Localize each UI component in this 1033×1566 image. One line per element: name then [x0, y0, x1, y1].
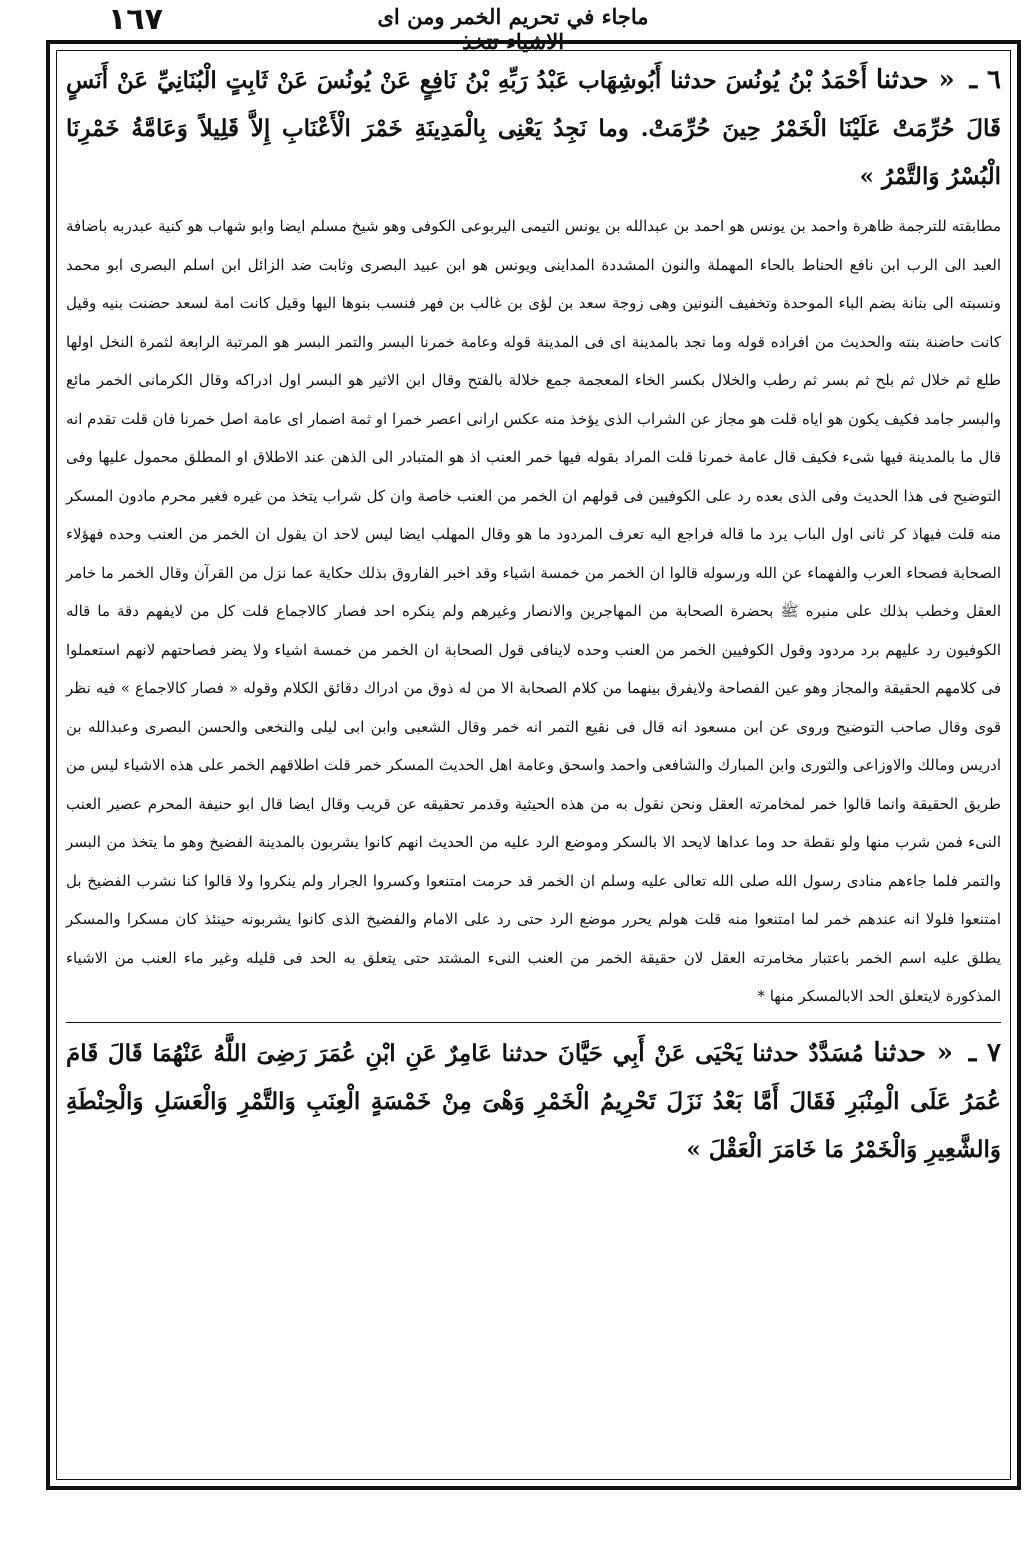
running-header: ماجاء في تحريم الخمر ومن اى الاشياء تتخذ	[377, 4, 649, 54]
commentary-text: مطابقته للترجمة ظاهرة واحمد بن يونس هو احمد بن عبدالله بن يونس التيمى اليربوعى الكوفى وهو شيخ مسلم ايضا وابو شهاب هو كنية عبدربه باضافة العبد الى الرب ابن نافع الحناط بالحاء المهملة والنون المشددة المداينى ويونس هو ابن عبيد البصرى وثابت ضد الزائل ابن اسلم البصرى ابو محمد ونسبته الى بنانة بضم الباء الموحدة وتخفيف النونين وهى زوجة سعد بن لؤى بن غالب بن فهر فنسب بنوها اليها وقيل كانت امة لسعد حضنت بنيه وقيل كانت حاضنة بنته والحديث من افراده قوله وما نجد بالمدينة اى فى المدينة قوله وعامة خمرنا البسر والتمر البسر هو المرتبة الرابعة لثمرة النخل اولها طلع ثم خلال ثم بلح ثم بسر ثم رطب والخلال بكسر الخاء المعجمة جمع خلالة بالفتح وقال ابن الاثير هو البسر اول ادراكه وقال الكرمانى الخمر مائع والبسر جامد فكيف يكون هو اياه قلت هو مجاز عن الشراب الذى يؤخذ منه عكس ارانى اعصر خمرا او ثمة اضمار اى عامة اصل خمرنا فان قلت تقدم انه قال ما بالمدينة فيها شىء فكيف قال عامة خمرنا قلت المراد بقوله فيها خمر العنب اذ هو المتبادر الى الذهن عند الاطلاق او المطلق محمول عليها وفى التوضيح فى هذا الحديث وفى الذى بعده رد على الكوفيين فى قولهم ان الخمر من العنب خاصة وان كل شراب يتخذ من غيره فغير محرم مادون المسكر منه قلت فيهاذ كر ثانى اول الباب يرد ما قاله فراجع اليه تعرف المردود ما هو وقال المهلب ايضا ليس لاحد ان يقول ان الخمر من العنب وحده فهؤلاء الصحابة فصحاء العرب والفهماء عن الله ورسوله قالوا ان الخمر من خمسة اشياء وقد اخبر الفاروق بذلك حكاية عما نزل من القرآن وقال الخمر ما خامر العقل وخطب بذلك على منبره ﷺ بحضرة الصحابة من المهاجرين والانصار وغيرهم ولم ينكره احد فصار كالاجماع قلت كل من لايفهم دقة ما قاله الكوفيون رد عليهم برد مردود وقول الكوفيين الخمر من العنب وحده لاينافى قول الصحابة ان الخمر من خمسة اشياء ولا يضر فصاحتهم لانهم استعملوا فى كلامهم الحقيقة والمجاز وهو عين الفصاحة ولايفرق بينهما من كلام الصحابة الا من له ذوق من ادراك دقائق الكلام وقوله « فصار كالاجماع » فيه نظر قوى وقال صاحب التوضيح وروى عن ابن مسعود انه قال فى نقيع التمر انه خمر وقال الشعبى وابن ابى ليلى والنخعى والحسن البصرى وعبدالله بن ادريس ومالك والاوزاعى والثورى وابن المبارك والشافعى واحمد واسحق وعامة اهل الحديث المسكر خمر قلت اطلاقهم الخمر على هذه الاشياء ليس من طريق الحقيقة وانما قالوا خمر لمخامرته العقل ونحن نقول به من هذه الحيثية وقدمر تحقيقه عن قريب وقال ايضا قال ابو حنيفة المحرم عصير العنب النىء فمن شرب منها ولو نقطة حد وما عداها لايحد الا بالسكر وموضع الرد عليه من الحديث انهم كانوا يشربون بالمدينة الفضيخ وهو ما يتخذ من البسر والتمر فلما جاءهم منادى رسول الله صلى الله تعالى عليه وسلم ان الخمر قد حرمت امتنعوا وكسروا الجرار ولم ينكروا ولا قالوا كنا نشرب الفضيخ بل امتنعوا فلولا انه عندهم خمر لما امتنعوا منه قلت هولم يحرر موضع الرد حتى رد على الامام والفضيخ الذى كانوا يشربونه حينئذ كان مسكرا والمسكر يطلق عليه اسم الخمر باعتبار مخامرته العقل لان حقيقة الخمر من العنب النىء المشتد حتى يتعلق به الحد فى قليله وغير ماء العنب من الاشياء المذكورة لايتعلق الحد الابالمسكر منها *	[66, 217, 1001, 1005]
page-number: ١٦٧	[108, 2, 163, 37]
hadith-6	[66, 56, 1001, 201]
section-divider	[66, 1022, 1001, 1023]
hadith-6-number: ٦ ـ	[969, 65, 1001, 95]
hadith-7-number: ٧ ـ	[968, 1037, 1001, 1068]
hadith-7	[66, 1029, 1001, 1174]
hadith-7-haddathana: « حدثنا	[873, 1037, 954, 1068]
hadith-6-text: أَحْمَدُ بْنُ يُونُسَ حدثنا أَبُوشِهَاب عَبْدُ رَبِّهِ بْنُ نَافِعٍ عَنْ يُونُسَ عَنْ ثَابِتٍ الْبُنَانِيِّ عَنْ أَنَسٍ قَالَ حُرِّمَتْ عَلَيْنَا الْخَمْرُ حِينَ حُرِّمَتْ. وما نَجِدُ يَعْنِى بِالْمَدِينَةِ خَمْرَ الْأَعْنَابِ إِلاَّ قَلِيلاً وَعَامَّةُ خَمْرِنَا الْبُسْرُ وَالتَّمْرُ »	[66, 67, 1001, 190]
page-content	[62, 56, 1005, 1174]
hadith-7-text: مُسَدَّدٌ حدثنا يَحْيَى عَنْ أَبِي حَيَّانَ حدثنا عَامِرٌ عَنِ ابْنِ عُمَرَ رَضِىَ اللَّهُ عَنْهُمَا قَالَ قَامَ عُمَرُ عَلَى الْمِنْبَرِ فَقَالَ أَمَّا بَعْدُ نَزَلَ تَحْرِيمُ الْخَمْرِ وَهْىَ مِنْ خَمْسَةٍ الْعِنَبِ وَالتَّمْرِ وَالْعَسَلِ وَالْحِنْطَةِ وَالشَّعِيرِ وَالْخَمْرُ مَا خَامَرَ الْعَقْلَ »	[66, 1039, 1001, 1163]
hadith-6-haddathana: « حدثنا	[875, 65, 955, 95]
